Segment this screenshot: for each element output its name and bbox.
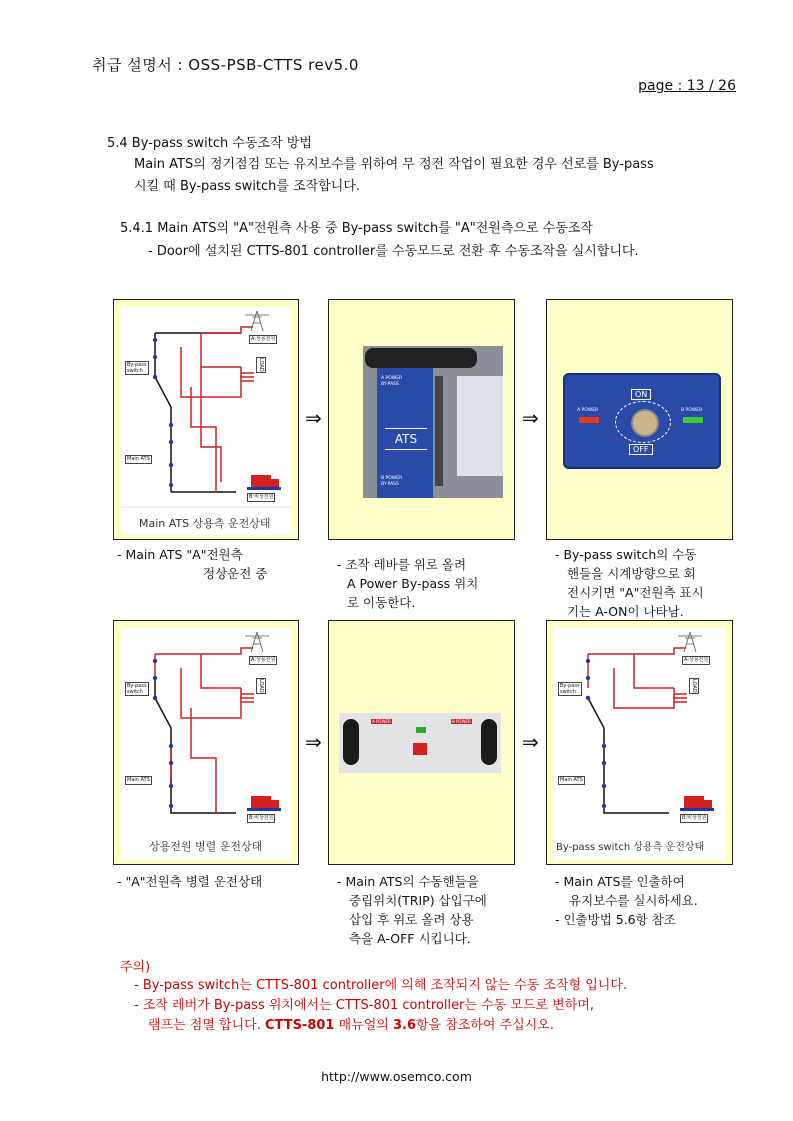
caption-3-line-2: 핸들을 시계방향으로 회	[567, 566, 696, 581]
caption-6	[555, 872, 698, 929]
label-bypass-switch-l2: switch	[127, 368, 143, 374]
caption-3	[555, 545, 704, 621]
label-bypass-switch-l1: By-pass	[127, 683, 147, 689]
page-number: page : 13 / 26	[638, 78, 736, 94]
label-main-ats: Main ATS	[127, 456, 150, 462]
arrow-3: ⇒	[305, 730, 322, 754]
section-body-line-2: 시킬 때 By-pass switch를 조작합니다.	[134, 179, 361, 194]
caption-5-line-3: 삽입 후 위로 올려 상용	[349, 912, 474, 927]
notes-heading: 주의)	[120, 960, 151, 975]
arrow-2: ⇒	[522, 406, 539, 430]
label-a-source: A:상용전원	[251, 657, 276, 663]
subsection-heading: 5.4.1 Main ATS의 "A"전원측 사용 중 By-pass switch를 "A"전원측으로 수동조작	[120, 221, 593, 236]
notes-line-3	[148, 1016, 554, 1036]
caption-4-line-1: - "A"전원측 병렬 운전상태	[117, 874, 263, 889]
section-heading: 5.4 By-pass switch 수동조작 방법	[107, 136, 312, 151]
left-slot	[343, 719, 359, 765]
green-indicator	[416, 727, 426, 733]
label-bypass-switch	[125, 682, 149, 696]
circuit-diagram-1	[121, 307, 291, 535]
panel-parallel-operation	[113, 620, 299, 865]
ats-slot	[435, 376, 443, 486]
label-main-ats: Main ATS	[127, 777, 150, 783]
notes-line-3-b: CTTS-801	[265, 1018, 335, 1033]
label-load: LOAD	[691, 679, 697, 693]
caption-2	[337, 555, 478, 612]
panel-1-caption: Main ATS 상용측 운전상태	[139, 517, 271, 530]
caption-3-line-3: 전시키면 "A"전원측 표시	[567, 585, 704, 600]
rotation-arrows	[615, 401, 671, 443]
b-power-bypass-l2: BY-PASS	[381, 482, 399, 487]
label-a-source: A:상용전원	[251, 336, 276, 342]
notes-line-3-d: 3.6	[392, 1018, 416, 1033]
label-load: LOAD	[258, 358, 264, 372]
section-body	[134, 155, 724, 197]
notes-line-3-e: 항을 참조하여 주십시오.	[416, 1018, 554, 1033]
arrow-1: ⇒	[305, 406, 322, 430]
panel-6-caption: By-pass switch 상용측 운전상태	[556, 842, 705, 853]
caption-3-line-1: - By-pass switch의 수동	[555, 547, 697, 562]
a-power-label: A POWER	[577, 408, 599, 413]
off-label: OFF	[629, 444, 653, 455]
caption-5-line-1: - Main ATS의 수동핸들을	[337, 874, 479, 889]
label-bypass-switch-l2: switch	[127, 689, 143, 695]
caption-4	[117, 872, 262, 891]
footer-url[interactable]: http://www.osemco.com	[321, 1069, 472, 1084]
panel-main-ats-normal	[113, 299, 299, 540]
ats-label: ATS	[385, 428, 427, 450]
on-label: ON	[631, 389, 651, 400]
label-load: LOAD	[258, 679, 264, 693]
ats-photo	[363, 346, 503, 498]
ats-blue-cover	[377, 368, 433, 498]
a-power-lamp	[579, 417, 599, 423]
bypass-controller	[563, 373, 721, 469]
label-bypass-switch-l1: By-pass	[560, 683, 580, 689]
caption-5	[337, 872, 487, 948]
label-main-ats: Main ATS	[560, 777, 583, 783]
caption-6-line-3: - 인출방법 5.6항 참조	[555, 912, 676, 927]
caption-2-line-3: 로 이동한다.	[347, 595, 416, 610]
panel-controller-on	[546, 299, 733, 540]
circuit-diagram-2	[121, 628, 291, 860]
notes-line-2: - 조작 레버가 By-pass 위치에서는 CTTS-801 controller는 수동 모드로 변하며,	[134, 998, 594, 1013]
panel-bypass-operation	[546, 620, 733, 865]
caption-3-line-4: 기는 A-ON이 나타남.	[567, 604, 684, 619]
subsection-body: - Door에 설치된 CTTS-801 controller를 수동모드로 전환 후 수동조작을 실시합니다.	[148, 244, 639, 259]
notes-line-1: - By-pass switch는 CTTS-801 controller에 의해 조작되지 않는 수동 조작형 입니다.	[134, 978, 628, 993]
lever-handle	[365, 348, 477, 368]
right-slot	[481, 719, 497, 765]
caption-5-line-4: 측을 A-OFF 시킵니다.	[349, 931, 471, 946]
arrow-4: ⇒	[522, 730, 539, 754]
a-power-tag: A POWER	[372, 719, 391, 724]
a-power-bypass-label	[381, 376, 402, 388]
panel-lever-up	[328, 299, 515, 540]
caption-6-line-1: - Main ATS를 인출하여	[555, 874, 685, 889]
notes-line-3-a: 램프는 점멸 합니다.	[148, 1018, 265, 1033]
label-bypass-switch-l1: By-pass	[127, 362, 147, 368]
b-power-lamp	[683, 417, 703, 423]
b-power-bypass-l1: B POWER	[381, 476, 403, 481]
a-power-bypass-l2: BY-PASS	[381, 382, 399, 387]
a-power-bypass-l1: A POWER	[381, 376, 403, 381]
trip-slot	[413, 743, 427, 755]
label-b-source: B:비상전원	[249, 494, 274, 500]
document-title: 취급 설명서 : OSS-PSB-CTTS rev5.0	[92, 56, 359, 74]
caption-2-line-1: - 조작 레바를 위로 올려	[337, 557, 467, 572]
ats-side-plate	[457, 376, 503, 476]
caption-1-line-2: 정상운전 중	[203, 566, 268, 581]
b-power-tag: B POWER	[452, 719, 471, 724]
b-power-label: B POWER	[681, 408, 703, 413]
caption-6-line-2: 유지보수를 실시하세요.	[569, 893, 698, 908]
handle-photo	[339, 713, 501, 773]
label-a-source: A:상용전원	[684, 657, 709, 663]
label-b-source: B:비상전원	[249, 815, 274, 821]
label-bypass-switch	[558, 682, 582, 696]
panel-manual-handle	[328, 620, 515, 865]
caption-2-line-2: A Power By-pass 위치	[347, 576, 479, 591]
label-b-source: B:비상전원	[682, 815, 707, 821]
caption-5-line-2: 중립위치(TRIP) 삽입구에	[349, 893, 487, 908]
caption-1-line-1: - Main ATS "A"전원측	[117, 547, 243, 562]
notes-line-3-c: 매뉴얼의	[334, 1018, 393, 1033]
b-power-bypass-label	[381, 476, 402, 488]
panel-4-caption: 상용전원 병렬 운전상태	[149, 840, 263, 853]
circuit-diagram-3	[554, 628, 726, 860]
caption-1	[117, 545, 267, 583]
label-bypass-switch	[125, 361, 149, 375]
label-bypass-switch-l2: switch	[560, 689, 576, 695]
section-body-line-1: Main ATS의 정기점검 또는 유지보수를 위하여 무 정전 작업이 필요한 경우 선로를 By-pass	[134, 157, 654, 172]
